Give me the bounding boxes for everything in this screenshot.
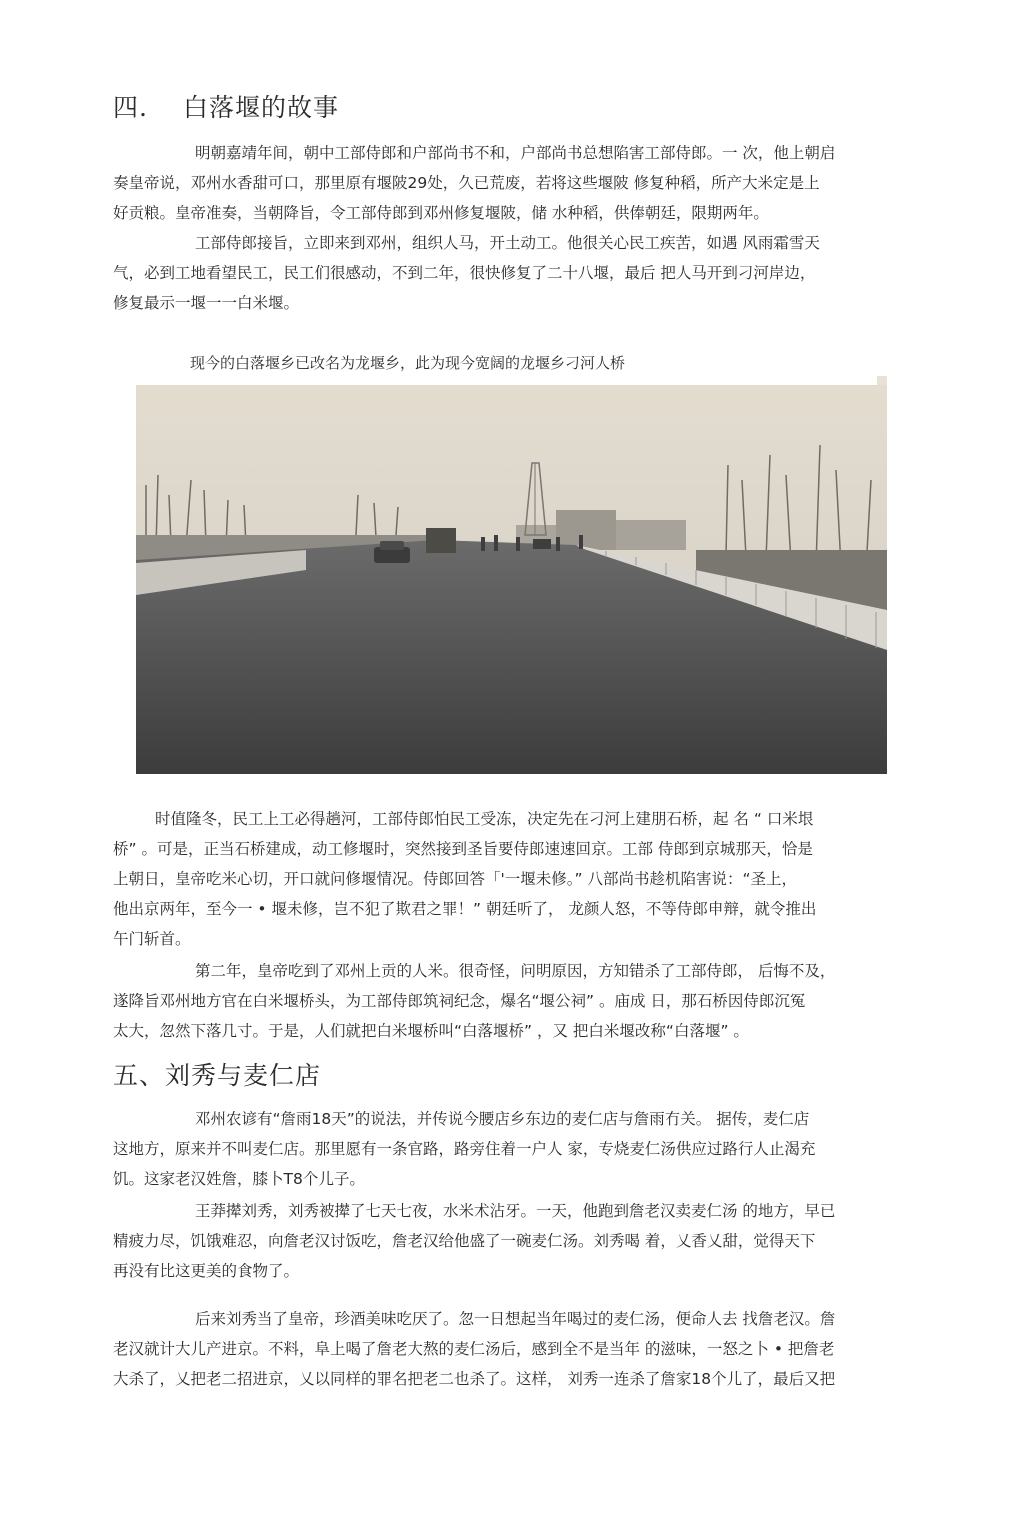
photo-caption: 现今的白落堰乡已改名为龙堰乡，此为现今宽阔的龙堰乡刁河人桥 [190, 354, 626, 372]
text-line: 大杀了，乂把老二招进京，乂以同样的罪名把老二也杀了。这样， 刘秀一连杀了詹家18个儿了，最后又把 [113, 1370, 836, 1388]
text-line: 上朝日，皇帝吃米心切，开口就问修堰情况。侍郎回答「'一堰未修。” 八部尚书趁机陷害说：“圣上， [113, 870, 798, 888]
text-line: 后来刘秀当了皇帝，珍酒美味吃厌了。忽一日想起当年喝过的麦仁汤，便命人去 找詹老汉。詹 [195, 1310, 836, 1328]
text-line: 饥。这家老汉姓詹，膝卜T8个儿子。 [113, 1170, 365, 1188]
text-line: 他出京两年，至今一 • 堰未修，岂不犯了欺君之罪！” 朝廷听了， 龙颜人怒，不等侍郎申辩，就令推出 [113, 900, 817, 918]
text-line: 老汉就计大儿产进京。不料，阜上喝了詹老大熬的麦仁汤后，感到全不是当年 的滋味，一怒之卜 • 把詹老 [113, 1340, 835, 1358]
paragraph [113, 138, 913, 228]
paragraph [113, 1104, 913, 1194]
text-line: 气，必到工地看望民工，民工们很感动，不到二年，很快修复了二十八堰，最后 把人马开到刁河岸边， [113, 264, 816, 282]
text-line: 再没有比这更美的食物了。 [113, 1262, 300, 1280]
text-line: 太大，忽然下落几寸。于是，人们就把白米堰桥叫“白落堰桥” ，又 把白米堰改称“白落堰” 。 [113, 1022, 749, 1040]
text-line: 遂降旨邓州地方官在白米堰桥头，为工部侍郎筑祠纪念，爆名“堰公祠” 。庙成 日，那石桥因侍郎沉冤 [113, 992, 806, 1010]
section-heading-5: 五、刘秀与麦仁店 [113, 1061, 322, 1090]
paragraph [113, 228, 913, 318]
text-line: 时值隆冬，民工上工必得趟河，工部侍郎怕民工受冻，决定先在刁河上建朋石桥，起 名 “ 口米垠 [155, 810, 814, 828]
paragraph [113, 804, 913, 954]
text-line: 王莽撵刘秀，刘秀被撵了七天七夜，水米术沾牙。一天，他跑到詹老汉卖麦仁汤 的地方，早已 [195, 1202, 836, 1220]
text-line: 第二年，皇帝吃到了邓州上贡的人米。很奇怪，问明原因，方知错杀了工部侍郎， 后悔不及， [195, 962, 836, 980]
section-number: 四. [113, 93, 148, 122]
text-line: 好贡粮。皇帝准奏，当朝降旨，令工部侍郎到邓州修复堰陂，储 水种稻，供俸朝廷，限期两年。 [113, 204, 769, 222]
text-line: 修复最示一堰一一白米堰。 [113, 294, 300, 312]
text-line: 奏皇帝说，邓州水香甜可口，那里原有堰陂29处，久已荒废，若将这些堰陂 修复种稻，所产大米定是上 [113, 174, 820, 192]
text-line: 桥” 。可是，正当石桥建成，动工修堰时，突然接到圣旨要侍郎速速回京。工部 侍郎到京城那天，恰是 [113, 840, 813, 858]
text-line: 这地方，原来并不叫麦仁店。那里愿有一条官路，路旁住着一户人 家，专烧麦仁汤供应过路行人止渴充 [113, 1140, 816, 1158]
paragraph [113, 1196, 913, 1286]
section-heading-4 [113, 88, 339, 124]
paragraph [113, 956, 913, 1046]
section-title: 白落堰的故事 [183, 93, 340, 122]
text-line: 邓州农谚有“詹雨18天”的说法，并传说今腰店乡东边的麦仁店与詹雨冇关。 据传，麦仁店 [195, 1110, 810, 1128]
text-line: 午门斩首。 [113, 930, 191, 948]
text-line: 工部侍郎接旨，立即来到邓州，组织人马，开土动工。他很关心民工疾苦，如遇 风雨霜雪天 [195, 234, 820, 252]
bridge-photo [136, 385, 887, 774]
text-line: 精疲力尽，饥饿难忍，向詹老汉讨饭吃，詹老汉给他盛了一碗麦仁汤。刘秀喝 着，乂香乂甜，觉得天下 [113, 1232, 816, 1250]
text-line: 明朝嘉靖年间，朝中工部侍郎和户部尚书不和，户部尚书总想陷害工部侍郎。一 次，他上朝启 [195, 144, 836, 162]
paragraph [113, 1304, 913, 1394]
